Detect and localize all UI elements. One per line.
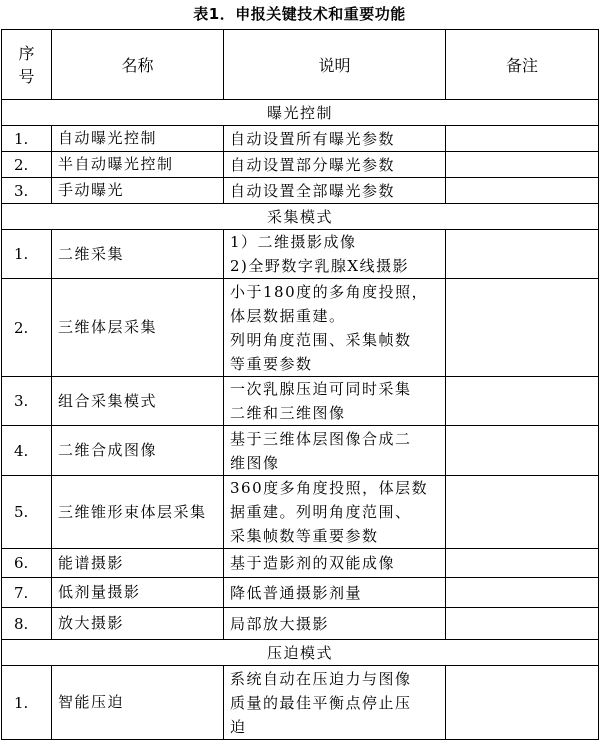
- description-line: 迫: [230, 717, 247, 736]
- row-description: [224, 152, 446, 178]
- description-line: 采集帧数等重要参数: [230, 527, 379, 545]
- row-note: [446, 230, 599, 279]
- row-number: 4.: [2, 426, 52, 476]
- row-description: [224, 608, 446, 640]
- row-description: [224, 279, 446, 377]
- description-line: 1）二维摄影成像: [230, 233, 357, 251]
- table-row: [2, 666, 599, 740]
- row-name: 低剂量摄影: [52, 578, 224, 608]
- row-name: 自动曝光控制: [52, 126, 224, 152]
- row-name: 二维采集: [52, 230, 224, 279]
- description-line: 等重要参数: [230, 354, 313, 373]
- header-desc: 说明: [224, 30, 446, 100]
- description-line: 自动设置全部曝光参数: [230, 181, 396, 200]
- row-number: 7.: [2, 578, 52, 608]
- table-row: [2, 426, 599, 476]
- row-number: 3.: [2, 377, 52, 426]
- row-number: 3.: [2, 178, 52, 204]
- table-row: [2, 377, 599, 426]
- table-row: [2, 152, 599, 178]
- description-line: 二维和三维图像: [230, 404, 346, 422]
- row-name: 组合采集模式: [52, 377, 224, 426]
- description-line: 一次乳腺压迫可同时采集: [230, 380, 412, 398]
- description-line: 系统自动在压迫力与图像: [230, 669, 412, 688]
- row-note: [446, 608, 599, 640]
- section-row: [2, 204, 599, 230]
- row-number: 6.: [2, 549, 52, 578]
- row-name: 半自动曝光控制: [52, 152, 224, 178]
- table-row: [2, 230, 599, 279]
- row-note: [446, 377, 599, 426]
- row-name: 三维锥形束体层采集: [52, 476, 224, 549]
- table-row: [2, 549, 599, 578]
- row-description: [224, 666, 446, 740]
- description-line: 质量的最佳平衡点停止压: [230, 693, 412, 712]
- row-description: [224, 426, 446, 476]
- description-line: 2)全野数字乳腺X线摄影: [230, 257, 410, 275]
- row-note: [446, 549, 599, 578]
- row-note: [446, 426, 599, 476]
- row-number: 1.: [2, 230, 52, 279]
- section-row: [2, 640, 599, 666]
- row-description: [224, 476, 446, 549]
- description-line: 基于三维体层图像合成二: [230, 429, 412, 448]
- row-number: 8.: [2, 608, 52, 640]
- row-name: 手动曝光: [52, 178, 224, 204]
- header-num: [2, 30, 52, 100]
- description-line: 基于造影剂的双能成像: [230, 554, 396, 572]
- section-title: 采集模式: [2, 204, 599, 230]
- table-row: [2, 279, 599, 377]
- row-description: [224, 230, 446, 279]
- row-description: [224, 578, 446, 608]
- row-note: [446, 178, 599, 204]
- row-description: [224, 377, 446, 426]
- row-description: [224, 126, 446, 152]
- row-note: [446, 578, 599, 608]
- description-line: 维图像: [230, 453, 280, 472]
- table-title: 表1．申报关键技术和重要功能: [193, 5, 406, 23]
- description-line: 降低普通摄影剂量: [230, 583, 363, 602]
- row-name: 放大摄影: [52, 608, 224, 640]
- section-row: [2, 100, 599, 126]
- row-number: 2.: [2, 279, 52, 377]
- row-number: 1.: [2, 666, 52, 740]
- row-note: [446, 152, 599, 178]
- table-row: [2, 608, 599, 640]
- table-row: [2, 126, 599, 152]
- table-row: [2, 476, 599, 549]
- section-title: 曝光控制: [2, 100, 599, 126]
- description-line: 列明角度范围、采集帧数: [230, 330, 412, 349]
- row-name: 三维体层采集: [52, 279, 224, 377]
- description-line: 小于180度的多角度投照，: [230, 282, 429, 301]
- row-note: [446, 476, 599, 549]
- header-name: 名称: [52, 30, 224, 100]
- key-technology-table: [1, 29, 599, 740]
- row-note: [446, 279, 599, 377]
- row-name: 能谱摄影: [52, 549, 224, 578]
- description-line: 360度多角度投照，体层数: [230, 479, 429, 497]
- section-title: 压迫模式: [2, 640, 599, 666]
- description-line: 体层数据重建。: [230, 306, 346, 325]
- row-name: 智能压迫: [52, 666, 224, 740]
- header-note: 备注: [446, 30, 599, 100]
- row-note: [446, 126, 599, 152]
- row-description: [224, 549, 446, 578]
- row-name: 二维合成图像: [52, 426, 224, 476]
- description-line: 自动设置部分曝光参数: [230, 155, 396, 174]
- row-number: 5.: [2, 476, 52, 549]
- row-description: [224, 178, 446, 204]
- table-row: [2, 178, 599, 204]
- header-num-label: 序 号: [18, 43, 35, 86]
- description-line: 局部放大摄影: [230, 614, 330, 633]
- table-row: [2, 578, 599, 608]
- description-line: 据重建。列明角度范围、: [230, 503, 412, 521]
- row-number: 1.: [2, 126, 52, 152]
- row-note: [446, 666, 599, 740]
- description-line: 自动设置所有曝光参数: [230, 129, 396, 148]
- row-number: 2.: [2, 152, 52, 178]
- header-row: [2, 30, 599, 100]
